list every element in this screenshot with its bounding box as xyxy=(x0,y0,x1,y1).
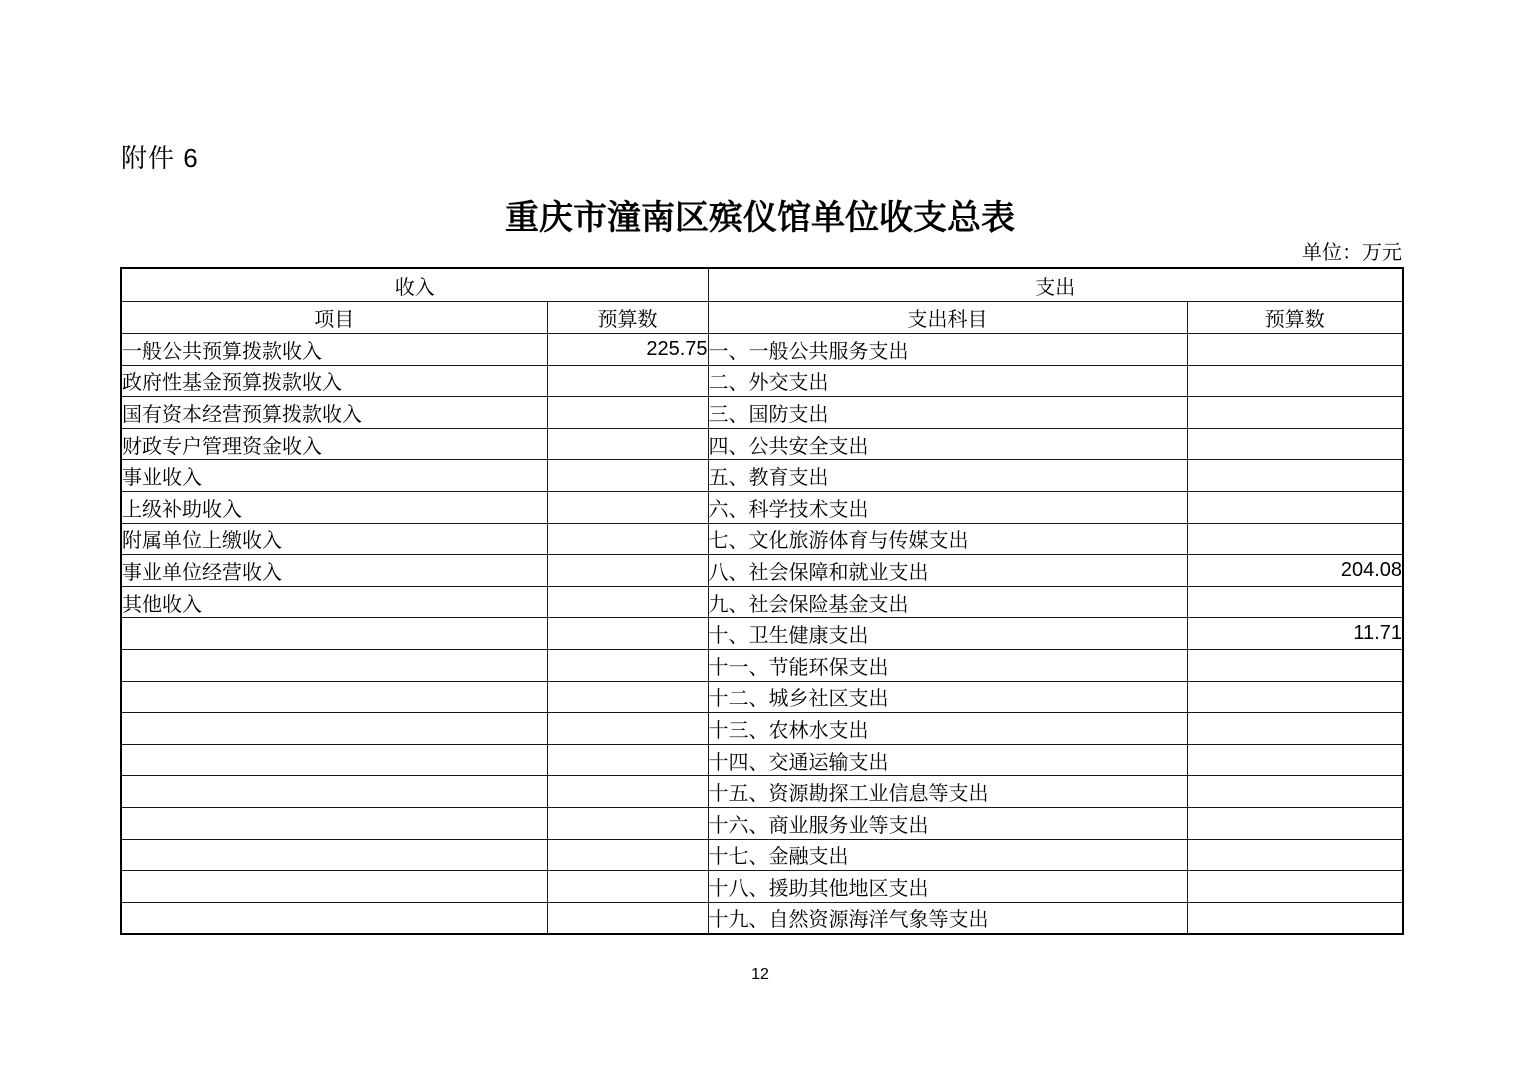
income-item-cell: 上级补助收入 xyxy=(121,491,547,523)
income-budget-cell: 225.75 xyxy=(547,334,708,366)
expense-item-cell: 十四、交通运输支出 xyxy=(708,744,1187,776)
column-header-row xyxy=(121,302,1403,334)
income-section-header: 收入 xyxy=(121,268,708,302)
table-row xyxy=(121,523,1403,555)
expense-item-cell: 九、社会保险基金支出 xyxy=(708,586,1187,618)
table-row xyxy=(121,555,1403,587)
income-budget-cell xyxy=(547,365,708,397)
income-budget-cell xyxy=(547,491,708,523)
income-item-cell xyxy=(121,839,547,871)
income-budget-cell xyxy=(547,807,708,839)
table-row xyxy=(121,744,1403,776)
income-budget-cell xyxy=(547,397,708,429)
expense-section-header: 支出 xyxy=(708,268,1403,302)
income-budget-cell xyxy=(547,776,708,808)
income-budget-cell xyxy=(547,586,708,618)
table-row xyxy=(121,776,1403,808)
table-row xyxy=(121,871,1403,903)
income-budget-column-header: 预算数 xyxy=(547,302,708,334)
expense-budget-cell xyxy=(1187,839,1403,871)
income-budget-cell xyxy=(547,618,708,650)
income-budget-cell xyxy=(547,681,708,713)
expense-budget-column-header: 预算数 xyxy=(1187,302,1403,334)
table-row xyxy=(121,649,1403,681)
expense-budget-cell: 11.71 xyxy=(1187,618,1403,650)
expense-item-cell: 八、社会保障和就业支出 xyxy=(708,555,1187,587)
expense-item-cell: 十一、节能环保支出 xyxy=(708,649,1187,681)
income-item-cell: 国有资本经营预算拨款收入 xyxy=(121,397,547,429)
table-row xyxy=(121,586,1403,618)
expense-budget-cell xyxy=(1187,365,1403,397)
income-budget-cell xyxy=(547,555,708,587)
table-row xyxy=(121,618,1403,650)
expense-budget-cell xyxy=(1187,649,1403,681)
income-item-cell xyxy=(121,871,547,903)
expense-item-cell: 五、教育支出 xyxy=(708,460,1187,492)
expense-budget-cell xyxy=(1187,491,1403,523)
income-item-cell: 财政专户管理资金收入 xyxy=(121,428,547,460)
income-budget-cell xyxy=(547,713,708,745)
income-item-cell: 附属单位上缴收入 xyxy=(121,523,547,555)
table-row xyxy=(121,365,1403,397)
expense-item-cell: 十六、商业服务业等支出 xyxy=(708,807,1187,839)
income-item-cell: 政府性基金预算拨款收入 xyxy=(121,365,547,397)
income-item-cell xyxy=(121,744,547,776)
expense-budget-cell xyxy=(1187,713,1403,745)
expense-budget-cell xyxy=(1187,744,1403,776)
income-item-cell xyxy=(121,681,547,713)
expense-budget-cell xyxy=(1187,871,1403,903)
expense-budget-cell xyxy=(1187,807,1403,839)
income-budget-cell xyxy=(547,871,708,903)
income-budget-cell xyxy=(547,744,708,776)
page-number: 12 xyxy=(751,966,769,983)
expense-budget-cell xyxy=(1187,776,1403,808)
income-item-cell xyxy=(121,776,547,808)
income-item-column-header: 项目 xyxy=(121,302,547,334)
income-budget-cell xyxy=(547,839,708,871)
table-row xyxy=(121,460,1403,492)
table-row xyxy=(121,713,1403,745)
table-row xyxy=(121,902,1403,934)
expense-budget-cell: 204.08 xyxy=(1187,555,1403,587)
expense-budget-cell xyxy=(1187,681,1403,713)
expense-item-cell: 十九、自然资源海洋气象等支出 xyxy=(708,902,1187,934)
expense-budget-cell xyxy=(1187,460,1403,492)
expense-item-cell: 十三、农林水支出 xyxy=(708,713,1187,745)
income-budget-cell xyxy=(547,649,708,681)
expense-item-cell: 七、文化旅游体育与传媒支出 xyxy=(708,523,1187,555)
expense-budget-cell xyxy=(1187,902,1403,934)
expense-item-cell: 四、公共安全支出 xyxy=(708,428,1187,460)
expense-item-cell: 十八、援助其他地区支出 xyxy=(708,871,1187,903)
income-budget-cell xyxy=(547,428,708,460)
income-budget-cell xyxy=(547,460,708,492)
income-item-cell: 一般公共预算拨款收入 xyxy=(121,334,547,366)
expense-item-cell: 十、卫生健康支出 xyxy=(708,618,1187,650)
table-row xyxy=(121,397,1403,429)
expense-item-cell: 二、外交支出 xyxy=(708,365,1187,397)
expense-item-cell: 一、一般公共服务支出 xyxy=(708,334,1187,366)
income-item-cell xyxy=(121,902,547,934)
expense-budget-cell xyxy=(1187,586,1403,618)
expense-budget-cell xyxy=(1187,334,1403,366)
table-row xyxy=(121,491,1403,523)
income-item-cell xyxy=(121,618,547,650)
expense-item-cell: 十二、城乡社区支出 xyxy=(708,681,1187,713)
unit-note: 单位：万元 xyxy=(1302,242,1402,264)
income-item-cell xyxy=(121,713,547,745)
income-budget-cell xyxy=(547,902,708,934)
table-row xyxy=(121,839,1403,871)
income-item-cell xyxy=(121,649,547,681)
expense-budget-cell xyxy=(1187,397,1403,429)
section-header-row xyxy=(121,268,1403,302)
expense-item-cell: 十五、资源勘探工业信息等支出 xyxy=(708,776,1187,808)
expense-item-cell: 十七、金融支出 xyxy=(708,839,1187,871)
income-budget-cell xyxy=(547,523,708,555)
table-row xyxy=(121,807,1403,839)
expense-budget-cell xyxy=(1187,523,1403,555)
attachment-label: 附件 6 xyxy=(121,143,199,173)
income-item-cell: 其他收入 xyxy=(121,586,547,618)
budget-table xyxy=(120,267,1404,935)
income-item-cell xyxy=(121,807,547,839)
table-row xyxy=(121,428,1403,460)
table-row xyxy=(121,681,1403,713)
expense-item-cell: 三、国防支出 xyxy=(708,397,1187,429)
expense-budget-cell xyxy=(1187,428,1403,460)
table-row xyxy=(121,334,1403,366)
income-item-cell: 事业收入 xyxy=(121,460,547,492)
expense-item-column-header: 支出科目 xyxy=(708,302,1187,334)
page-title: 重庆市潼南区殡仪馆单位收支总表 xyxy=(505,199,1015,237)
expense-item-cell: 六、科学技术支出 xyxy=(708,491,1187,523)
income-item-cell: 事业单位经营收入 xyxy=(121,555,547,587)
